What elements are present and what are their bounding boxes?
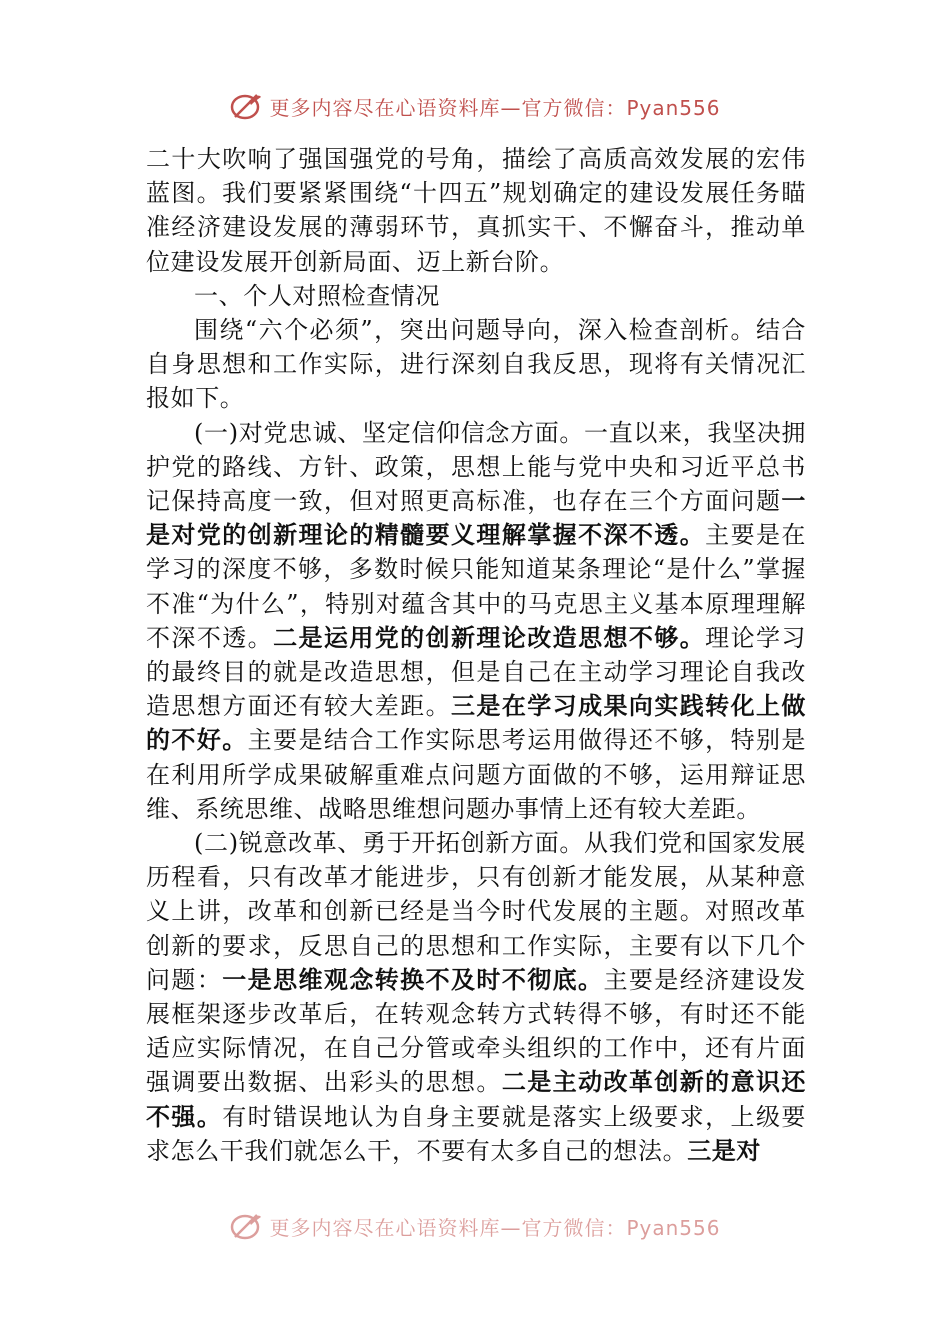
watermark-text: 更多内容尽在心语资料库—官方微信：Pyan556: [269, 1215, 721, 1240]
quill-logo-icon: [229, 1211, 263, 1241]
text-run: (一)对党忠诚、坚定信仰信念方面。一直以来，我坚决拥护党的路线、方针、政策，思想上能与党中央和习近平总书记保持高度一致，但对照更高标准，也存在三个方面问题: [146, 418, 806, 516]
text-run: 主要是经济建设发展框架逐步改革后，在转观念转方式转得不够，有时还不能适应实际情况，在自己分管或牵头组织的工作中，还有片面强调要出数据、出彩头的思想。: [146, 965, 806, 1097]
loyalty-paragraph: [146, 416, 806, 826]
bold-point: 二是运用党的创新理论改造思想不够。: [273, 623, 706, 652]
bold-point: 三是在学习成果向实践转化上做的不好。: [146, 692, 807, 755]
reform-paragraph: [146, 826, 806, 1168]
text-run: 主要是在学习的深度不够，多数时候只能知道某条理论“是什么”掌握不准“为什么”，特别对蕴含其中的马克思主义基本原理理解不深不透。: [146, 521, 807, 652]
summary-paragraph: 围绕“六个必须”，突出问题导向，深入检查剖析。结合自身思想和工作实际，进行深刻自我反思，现将有关情况汇报如下。: [146, 316, 806, 413]
document-body: [146, 142, 806, 1168]
watermark-text: 更多内容尽在心语资料库—官方微信：Pyan556: [269, 95, 721, 120]
bold-point: 三是对: [687, 1136, 762, 1165]
text-run: 主要是结合工作实际思考运用做得还不够，特别是在利用所学成果破解重难点问题方面做的不够，运用辩证思维、系统思维、战略思维想问题办事情上还有较大差距。: [146, 726, 806, 823]
bold-point: 一是对党的创新理论的精髓要义理解掌握不深不透。: [146, 487, 806, 550]
header-watermark: [0, 86, 950, 126]
quill-logo-icon: [229, 91, 263, 121]
text-run: 有时错误地认为自身主要就是落实上级要求，上级要求怎么干我们就怎么干，不要有太多自己的想法。: [146, 1102, 806, 1165]
bold-point: 一是思维观念转换不及时不彻底。: [222, 965, 604, 994]
intro-paragraph: 二十大吹响了强国强党的号角，描绘了高质高效发展的宏伟蓝图。我们要紧紧围绕“十四五”规划确定的建设发展任务瞄准经济建设发展的薄弱环节，真抓实干、不懈奋斗，推动单位建设发展开创新局面、迈上新台阶。: [146, 145, 806, 276]
text-run: 理论学习的最终目的就是改造思想，但是自己在主动学习理论自我改造思想方面还有较大差距。: [146, 623, 807, 721]
footer-watermark: [0, 1206, 950, 1246]
bold-point: 二是主动改革创新的意识还不强。: [146, 1068, 806, 1131]
section-heading: 一、个人对照检查情况: [194, 281, 440, 310]
text-run: (二)锐意改革、勇于开拓创新方面。从我们党和国家发展历程看，只有改革才能进步，只有创新才能发展，从某种意义上讲，改革和创新已经是当今时代发展的主题。对照改革创新的要求，反思自己的思想和工作实际，主要有以下几个问题：: [146, 829, 806, 994]
